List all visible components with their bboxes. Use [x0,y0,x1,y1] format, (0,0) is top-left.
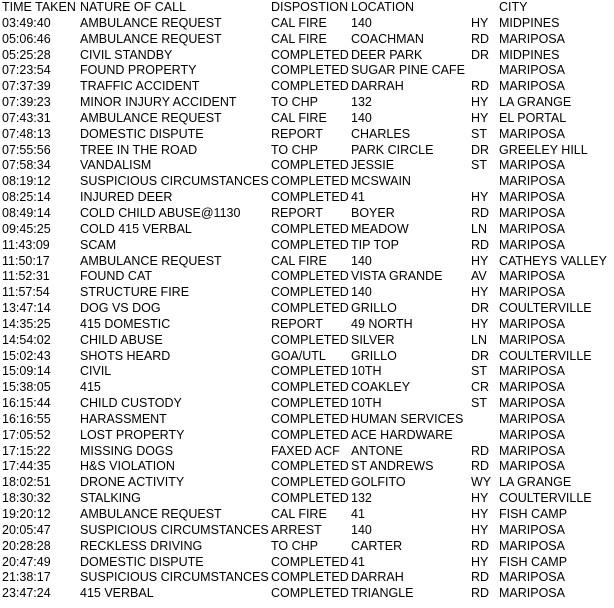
cell-city: MARIPOSA [499,174,565,189]
cell-disposition: COMPLETED [271,158,349,173]
table-row [2,238,614,254]
cell-disposition: TO CHP [271,95,318,110]
table-row [2,475,614,491]
cell-location: 41 [351,190,365,205]
cell-disposition: COMPLETED [271,190,349,205]
cell-disposition: CAL FIRE [271,253,327,268]
cell-street-suffix: RD [471,237,490,252]
cell-city: LA GRANGE [499,95,572,110]
cell-location: DARRAH [351,79,404,94]
cell-time-taken: 16:16:55 [2,411,51,426]
cell-street-suffix: ST [471,396,487,411]
cell-location: 10TH [351,396,382,411]
cell-street-suffix: ST [471,158,487,173]
cell-nature-of-call: MINOR INJURY ACCIDENT [80,95,237,110]
cell-time-taken: 08:19:12 [2,174,51,189]
cell-time-taken: 17:05:52 [2,427,51,442]
cell-city: COULTERVILLE [499,301,592,316]
cell-disposition: TO CHP [271,142,318,157]
cell-nature-of-call: MISSING DOGS [80,443,174,458]
cell-city: MARIPOSA [499,126,565,141]
cell-street-suffix: RD [471,31,490,46]
cell-nature-of-call: INJURED DEER [80,190,173,205]
cell-city: MARIPOSA [499,443,565,458]
cell-time-taken: 05:25:28 [2,47,51,62]
cell-nature-of-call: DOMESTIC DISPUTE [80,126,204,141]
cell-nature-of-call: SHOTS HEARD [80,348,171,363]
cell-city: MARIPOSA [499,396,565,411]
cell-nature-of-call: COLD CHILD ABUSE@1130 [80,205,241,220]
cell-disposition: COMPLETED [271,174,349,189]
cell-time-taken: 21:38:17 [2,570,51,585]
cell-location: GOLFITO [351,475,406,490]
cell-city: MARIPOSA [499,316,565,331]
cell-nature-of-call: AMBULANCE REQUEST [80,15,222,30]
cell-time-taken: 08:49:14 [2,205,51,220]
cell-disposition: COMPLETED [271,269,349,284]
cell-nature-of-call: DRONE ACTIVITY [80,475,185,490]
cell-city: MIDPINES [499,15,560,30]
cell-nature-of-call: 415 DOMESTIC [80,316,171,331]
cell-city: MARIPOSA [499,31,565,46]
call-log [2,0,614,602]
cell-nature-of-call: SUSPICIOUS CIRCUMSTANCES [80,522,269,537]
cell-time-taken: 14:54:02 [2,332,51,347]
cell-nature-of-call: CHILD ABUSE [80,332,163,347]
header-disposition: DISPOSTION [271,0,349,14]
cell-location: MCSWAIN [351,174,411,189]
cell-time-taken: 17:44:35 [2,459,51,474]
cell-disposition: CAL FIRE [271,31,327,46]
cell-street-suffix: HY [471,285,489,300]
table-row [2,523,614,539]
cell-city: GREELEY HILL [499,142,588,157]
cell-time-taken: 07:23:54 [2,63,51,78]
header-city: CITY [499,0,528,14]
cell-time-taken: 19:20:12 [2,507,51,521]
cell-nature-of-call: 415 [80,380,101,395]
cell-location: 49 NORTH [351,316,413,331]
cell-location: 140 [351,15,372,30]
table-row [2,127,614,143]
cell-location: SILVER [351,332,395,347]
cell-nature-of-call: FOUND PROPERTY [80,63,197,78]
table-row [2,459,614,475]
table-row [2,539,614,555]
cell-time-taken: 20:28:28 [2,538,51,553]
cell-time-taken: 15:02:43 [2,348,51,363]
cell-city: MARIPOSA [499,586,565,601]
cell-street-suffix: DR [471,142,490,157]
table-row [2,491,614,507]
cell-location: COACHMAN [351,31,424,46]
cell-time-taken: 11:50:17 [2,253,50,268]
cell-street-suffix: ST [471,364,487,379]
table-row [2,285,614,301]
cell-location: DEER PARK [351,47,423,62]
cell-location: PARK CIRCLE [351,142,434,157]
cell-time-taken: 15:09:14 [2,364,51,379]
cell-location: ACE HARDWARE [351,427,453,442]
header-nature-of-call: NATURE OF CALL [80,0,187,14]
table-row [2,16,614,32]
cell-street-suffix: DR [471,47,490,62]
cell-city: MARIPOSA [499,522,565,537]
cell-nature-of-call: SUSPICIOUS CIRCUMSTANCES [80,174,269,189]
cell-city: MARIPOSA [499,570,565,585]
table-row [2,317,614,333]
cell-location: 140 [351,522,372,537]
call-rows [2,16,614,602]
cell-street-suffix: HY [471,95,489,110]
cell-nature-of-call: TREE IN THE ROAD [80,142,198,157]
cell-time-taken: 18:02:51 [2,475,51,490]
cell-city: MARIPOSA [499,79,565,94]
cell-disposition: GOA/UTL [271,348,326,363]
cell-city: MARIPOSA [499,411,565,426]
cell-disposition: REPORT [271,316,323,331]
cell-location: 41 [351,554,365,569]
cell-nature-of-call: H&S VIOLATION [80,459,175,474]
table-row [2,333,614,349]
table-row [2,95,614,111]
cell-street-suffix: RD [471,570,490,585]
cell-disposition: COMPLETED [271,221,349,236]
cell-disposition: COMPLETED [271,79,349,94]
cell-city: MIDPINES [499,47,560,62]
cell-disposition: COMPLETED [271,459,349,474]
cell-time-taken: 07:43:31 [2,110,51,125]
cell-time-taken: 11:52:31 [2,269,50,284]
cell-street-suffix: RD [471,443,490,458]
cell-nature-of-call: SUSPICIOUS CIRCUMSTANCES [80,570,269,585]
table-row [2,158,614,174]
cell-street-suffix: HY [471,15,489,30]
cell-city: FISH CAMP [499,507,568,521]
cell-street-suffix: HY [471,253,489,268]
cell-disposition: COMPLETED [271,586,349,601]
cell-time-taken: 14:35:25 [2,316,51,331]
cell-time-taken: 11:57:54 [2,285,50,300]
cell-city: LA GRANGE [499,475,572,490]
cell-disposition: COMPLETED [271,285,349,300]
cell-street-suffix: LN [471,332,487,347]
cell-location: ANTONE [351,443,403,458]
cell-time-taken: 13:47:14 [2,301,51,316]
cell-location: 140 [351,285,372,300]
cell-street-suffix: AV [471,269,487,284]
cell-time-taken: 07:55:56 [2,142,51,157]
cell-disposition: ARREST [271,522,322,537]
cell-time-taken: 07:58:34 [2,158,51,173]
header-time-taken: TIME TAKEN [2,0,76,14]
table-row [2,222,614,238]
cell-city: MARIPOSA [499,269,565,284]
cell-disposition: COMPLETED [271,491,349,506]
cell-city: COULTERVILLE [499,491,592,506]
cell-time-taken: 18:30:32 [2,491,51,506]
cell-disposition: COMPLETED [271,475,349,490]
cell-time-taken: 07:48:13 [2,126,51,141]
cell-location: HUMAN SERVICES [351,411,464,426]
cell-disposition: TO CHP [271,538,318,553]
cell-street-suffix: RD [471,459,490,474]
cell-location: VISTA GRANDE [351,269,443,284]
cell-location: CARTER [351,538,403,553]
cell-location: TIP TOP [351,237,399,252]
cell-time-taken: 16:15:44 [2,396,51,411]
cell-disposition: REPORT [271,126,323,141]
cell-city: COULTERVILLE [499,348,592,363]
table-row [2,254,614,270]
cell-nature-of-call: STALKING [80,491,141,506]
cell-street-suffix: DR [471,348,490,363]
cell-street-suffix: HY [471,110,489,125]
cell-time-taken: 08:25:14 [2,190,51,205]
cell-nature-of-call: AMBULANCE REQUEST [80,110,222,125]
cell-city: MARIPOSA [499,332,565,347]
cell-disposition: COMPLETED [271,380,349,395]
table-row [2,190,614,206]
cell-time-taken: 23:47:24 [2,586,51,601]
cell-city: MARIPOSA [499,459,565,474]
cell-street-suffix: RD [471,79,490,94]
cell-nature-of-call: CIVIL [80,364,112,379]
table-row [2,206,614,222]
cell-time-taken: 07:39:23 [2,95,51,110]
cell-location: GRILLO [351,348,397,363]
cell-location: 140 [351,253,372,268]
cell-street-suffix: HY [471,491,489,506]
cell-disposition: COMPLETED [271,47,349,62]
cell-location: TRIANGLE [351,586,414,601]
cell-time-taken: 09:45:25 [2,221,51,236]
cell-street-suffix: RD [471,205,490,220]
cell-disposition: COMPLETED [271,411,349,426]
cell-location: 132 [351,491,372,506]
table-row [2,555,614,571]
cell-nature-of-call: STRUCTURE FIRE [80,285,190,300]
cell-time-taken: 15:38:05 [2,380,51,395]
cell-disposition: COMPLETED [271,237,349,252]
table-row [2,570,614,586]
table-row [2,349,614,365]
cell-nature-of-call: CHILD CUSTODY [80,396,182,411]
cell-time-taken: 20:05:47 [2,522,51,537]
cell-nature-of-call: HARASSMENT [80,411,167,426]
cell-street-suffix: LN [471,221,487,236]
cell-time-taken: 05:06:46 [2,31,51,46]
cell-location: BOYER [351,205,395,220]
table-row [2,586,614,602]
cell-time-taken: 11:43:09 [2,237,50,252]
cell-nature-of-call: RECKLESS DRIVING [80,538,203,553]
cell-location: CHARLES [351,126,411,141]
cell-time-taken: 20:47:49 [2,554,51,569]
cell-disposition: CAL FIRE [271,507,327,521]
cell-location: COAKLEY [351,380,411,395]
cell-nature-of-call: 415 VERBAL [80,586,154,601]
cell-street-suffix: HY [471,522,489,537]
cell-nature-of-call: AMBULANCE REQUEST [80,31,222,46]
cell-location: GRILLO [351,301,397,316]
cell-location: 132 [351,95,372,110]
cell-location: ST ANDREWS [351,459,434,474]
cell-disposition: REPORT [271,205,323,220]
table-row [2,143,614,159]
cell-street-suffix: HY [471,554,489,569]
table-row [2,444,614,460]
cell-location: SUGAR PINE CAFE [351,63,465,78]
cell-city: MARIPOSA [499,158,565,173]
table-row [2,412,614,428]
table-row [2,301,614,317]
cell-nature-of-call: DOMESTIC DISPUTE [80,554,204,569]
cell-location: 41 [351,507,365,521]
cell-nature-of-call: VANDALISM [80,158,152,173]
cell-location: 10TH [351,364,382,379]
cell-disposition: COMPLETED [271,554,349,569]
table-row [2,63,614,79]
cell-city: MARIPOSA [499,538,565,553]
cell-disposition: COMPLETED [271,63,349,78]
cell-city: MARIPOSA [499,205,565,220]
cell-location: MEADOW [351,221,409,236]
table-row [2,428,614,444]
cell-street-suffix: ST [471,126,487,141]
cell-nature-of-call: COLD 415 VERBAL [80,221,192,236]
cell-disposition: CAL FIRE [271,110,327,125]
cell-disposition: CAL FIRE [271,15,327,30]
cell-city: EL PORTAL [499,110,567,125]
cell-disposition: COMPLETED [271,332,349,347]
table-row [2,79,614,95]
cell-city: MARIPOSA [499,285,565,300]
header-row [2,0,614,16]
table-row [2,269,614,285]
cell-street-suffix: HY [471,190,489,205]
cell-nature-of-call: AMBULANCE REQUEST [80,253,222,268]
table-row [2,380,614,396]
cell-street-suffix: WY [471,475,492,490]
cell-street-suffix: HY [471,316,489,331]
cell-street-suffix: HY [471,507,489,521]
table-row [2,174,614,190]
table-row [2,396,614,412]
cell-location: 140 [351,110,372,125]
cell-city: MARIPOSA [499,380,565,395]
cell-street-suffix: RD [471,538,490,553]
cell-city: MARIPOSA [499,237,565,252]
cell-street-suffix: DR [471,301,490,316]
cell-street-suffix: CR [471,380,490,395]
cell-city: FISH CAMP [499,554,568,569]
cell-disposition: FAXED ACF [271,443,340,458]
header-location: LOCATION [351,0,414,14]
cell-nature-of-call: CIVIL STANDBY [80,47,173,62]
cell-nature-of-call: FOUND CAT [80,269,152,284]
table-row [2,111,614,127]
cell-nature-of-call: LOST PROPERTY [80,427,185,442]
cell-nature-of-call: DOG VS DOG [80,301,161,316]
table-row [2,364,614,380]
cell-nature-of-call: SCAM [80,237,117,252]
cell-disposition: COMPLETED [271,570,349,585]
cell-city: MARIPOSA [499,364,565,379]
cell-disposition: COMPLETED [271,427,349,442]
cell-disposition: COMPLETED [271,301,349,316]
cell-city: MARIPOSA [499,427,565,442]
cell-location: JESSIE [351,158,395,173]
cell-location: DARRAH [351,570,404,585]
cell-street-suffix: RD [471,586,490,601]
cell-time-taken: 07:37:39 [2,79,51,94]
cell-city: MARIPOSA [499,190,565,205]
cell-nature-of-call: TRAFFIC ACCIDENT [80,79,200,94]
table-row [2,507,614,523]
cell-nature-of-call: AMBULANCE REQUEST [80,507,222,521]
cell-disposition: COMPLETED [271,396,349,411]
cell-city: MARIPOSA [499,221,565,236]
cell-disposition: COMPLETED [271,364,349,379]
table-row [2,48,614,64]
table-row [2,32,614,48]
cell-time-taken: 03:49:40 [2,15,51,30]
cell-city: CATHEYS VALLEY [499,253,607,268]
cell-time-taken: 17:15:22 [2,443,51,458]
cell-city: MARIPOSA [499,63,565,78]
